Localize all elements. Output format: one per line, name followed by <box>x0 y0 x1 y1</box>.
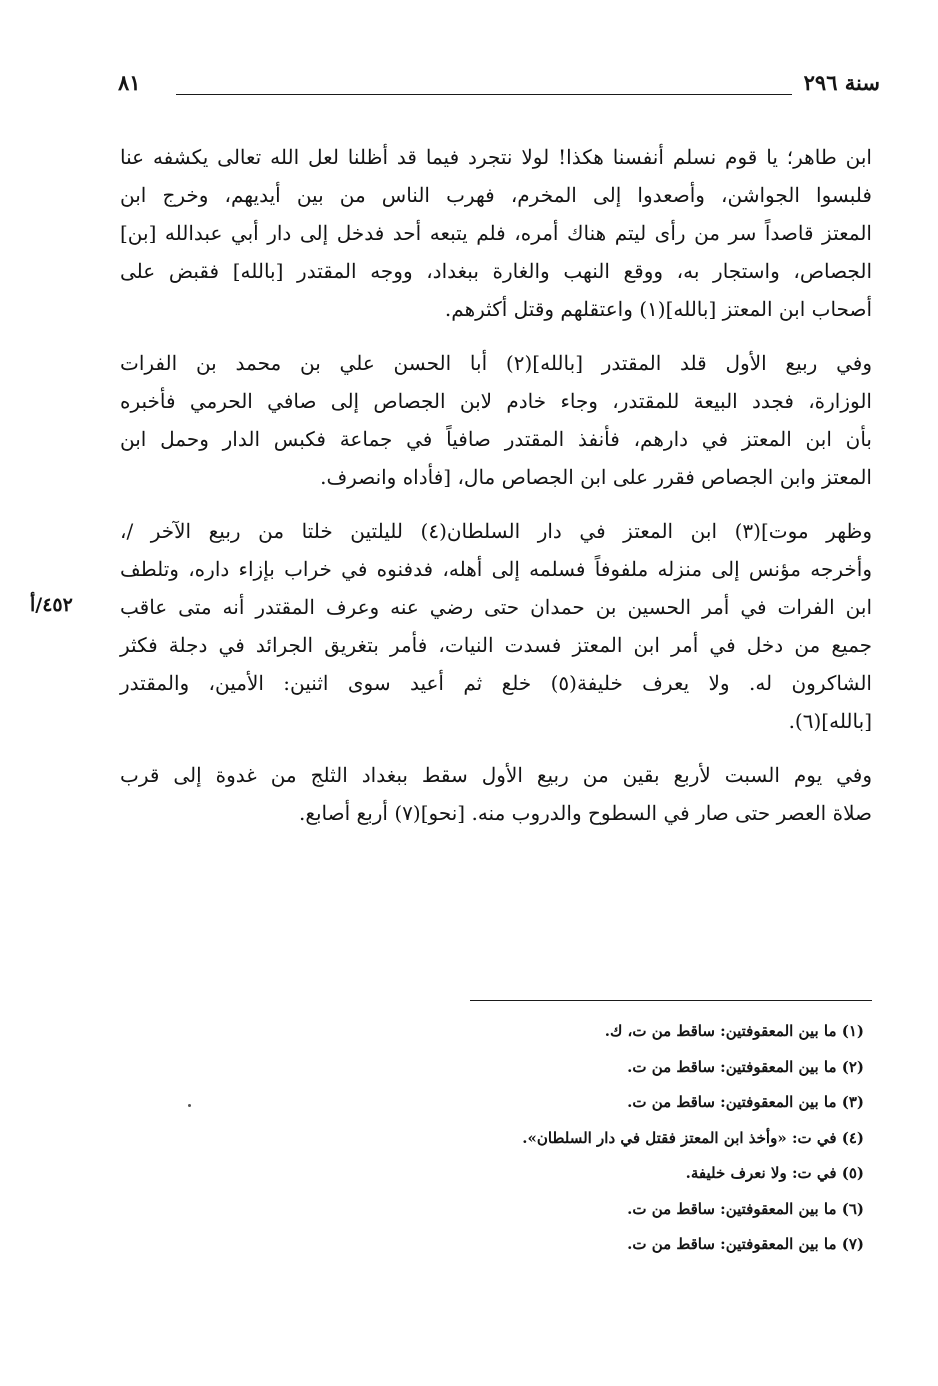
paragraph <box>120 344 872 496</box>
running-header <box>118 70 880 106</box>
text-line: ابن طاهر؛ يا قوم نسلم أنفسنا هكذا! لولا نتجرد فيما قد أظلنا لعل الله تعالى يكشفه عنا <box>120 145 872 169</box>
footnotes <box>364 1014 864 1263</box>
text-line: الشاكرون له. ولا يعرف خليفة(٥) خلع ثم أعيد سوى اثنين: الأمين، والمقتدر <box>120 671 872 695</box>
footnote: (١) ما بين المعقوفتين: ساقط من ت، ك. <box>604 1022 864 1040</box>
footnote: (٤) في ت: «وأخذ ابن المعتز فقتل في دار السلطان». <box>522 1128 864 1147</box>
text-line: الجصاص، واستجار به، ووقع النهب والغارة ببغداد، ووجه المقتدر [بالله] فقبض على <box>120 259 872 283</box>
text-line: [بالله](٦). <box>788 709 872 733</box>
paragraph <box>120 138 872 328</box>
text-line: وفي ربيع الأول قلد المقتدر [بالله](٢) أبا الحسن علي بن محمد بن الفرات <box>120 351 872 375</box>
text-line: صلاة العصر حتى صار في السطوح والدروب منه. [نحو](٧) أربع أصابع. <box>298 801 872 825</box>
scan-speck <box>188 1104 191 1107</box>
footnote-rule <box>470 1000 872 1001</box>
text-line: وأخرجه مؤنس إلى منزله ملفوفاً فسلمه إلى أهله، فدفنوه في خراب بإزاء داره، وتلطف <box>120 557 872 581</box>
main-text <box>120 138 872 848</box>
text-line: أصحاب ابن المعتز [بالله](١) واعتقلهم وقتل أكثرهم. <box>444 297 872 321</box>
margin-folio-reference: ٤٥٢/أ <box>30 594 73 616</box>
text-line: وفي يوم السبت لأربع بقين من ربيع الأول سقط ببغداد الثلج من غدوة إلى قرب <box>120 763 872 787</box>
text-line: الوزارة، فجدد البيعة للمقتدر، وجاء خادم لابن الجصاص إلى صافي الحرمي فأخبره <box>120 389 872 413</box>
header-rule <box>176 94 792 95</box>
page-number: ٨١ <box>118 70 141 95</box>
footnote: (٥) في ت: ولا نعرف خليفة. <box>685 1164 864 1182</box>
footnote: (٢) ما بين المعقوفتين: ساقط من ت. <box>627 1057 864 1076</box>
text-line: بأن ابن المعتز في دارهم، فأنفذ المقتدر صافياً في جماعة فكبس الدار وحمل ابن <box>120 427 872 451</box>
footnote: (٣) ما بين المعقوفتين: ساقط من ت. <box>627 1093 864 1111</box>
header-year-label: سنة ٢٩٦ <box>803 70 880 95</box>
text-line: فلبسوا الجواشن، وأصعدوا إلى المخرم، فهرب الناس من بين أيديهم، وخرج ابن <box>120 183 872 207</box>
footnote: (٧) ما بين المعقوفتين: ساقط من ت. <box>627 1235 864 1253</box>
paragraph <box>120 756 872 832</box>
text-line: ابن الفرات في أمر الحسين بن حمدان حتى رضي عنه وعرف المقتدر أنه متى عاقب <box>120 595 872 619</box>
paragraph <box>120 512 872 740</box>
footnote: (٦) ما بين المعقوفتين: ساقط من ت. <box>627 1199 864 1218</box>
text-line: المعتز قاصداً سر من رأى ليتم هناك أمره، فلم يتبعه أحد فدخل إلى دار أبي عبدالله [بن] <box>120 221 872 245</box>
text-line: المعتز وابن الجصاص فقرر على ابن الجصاص مال، [فأداه وانصرف. <box>320 465 872 489</box>
text-line: جميع من دخل في أمر ابن المعتز فسدت النيات، فأمر بتغريق الجرائد في دجلة فكثر <box>120 633 872 657</box>
text-line: وظهر موت](٣) ابن المعتز في دار السلطان(٤) لليلتين خلتا من ربيع الآخر /، <box>120 519 873 543</box>
